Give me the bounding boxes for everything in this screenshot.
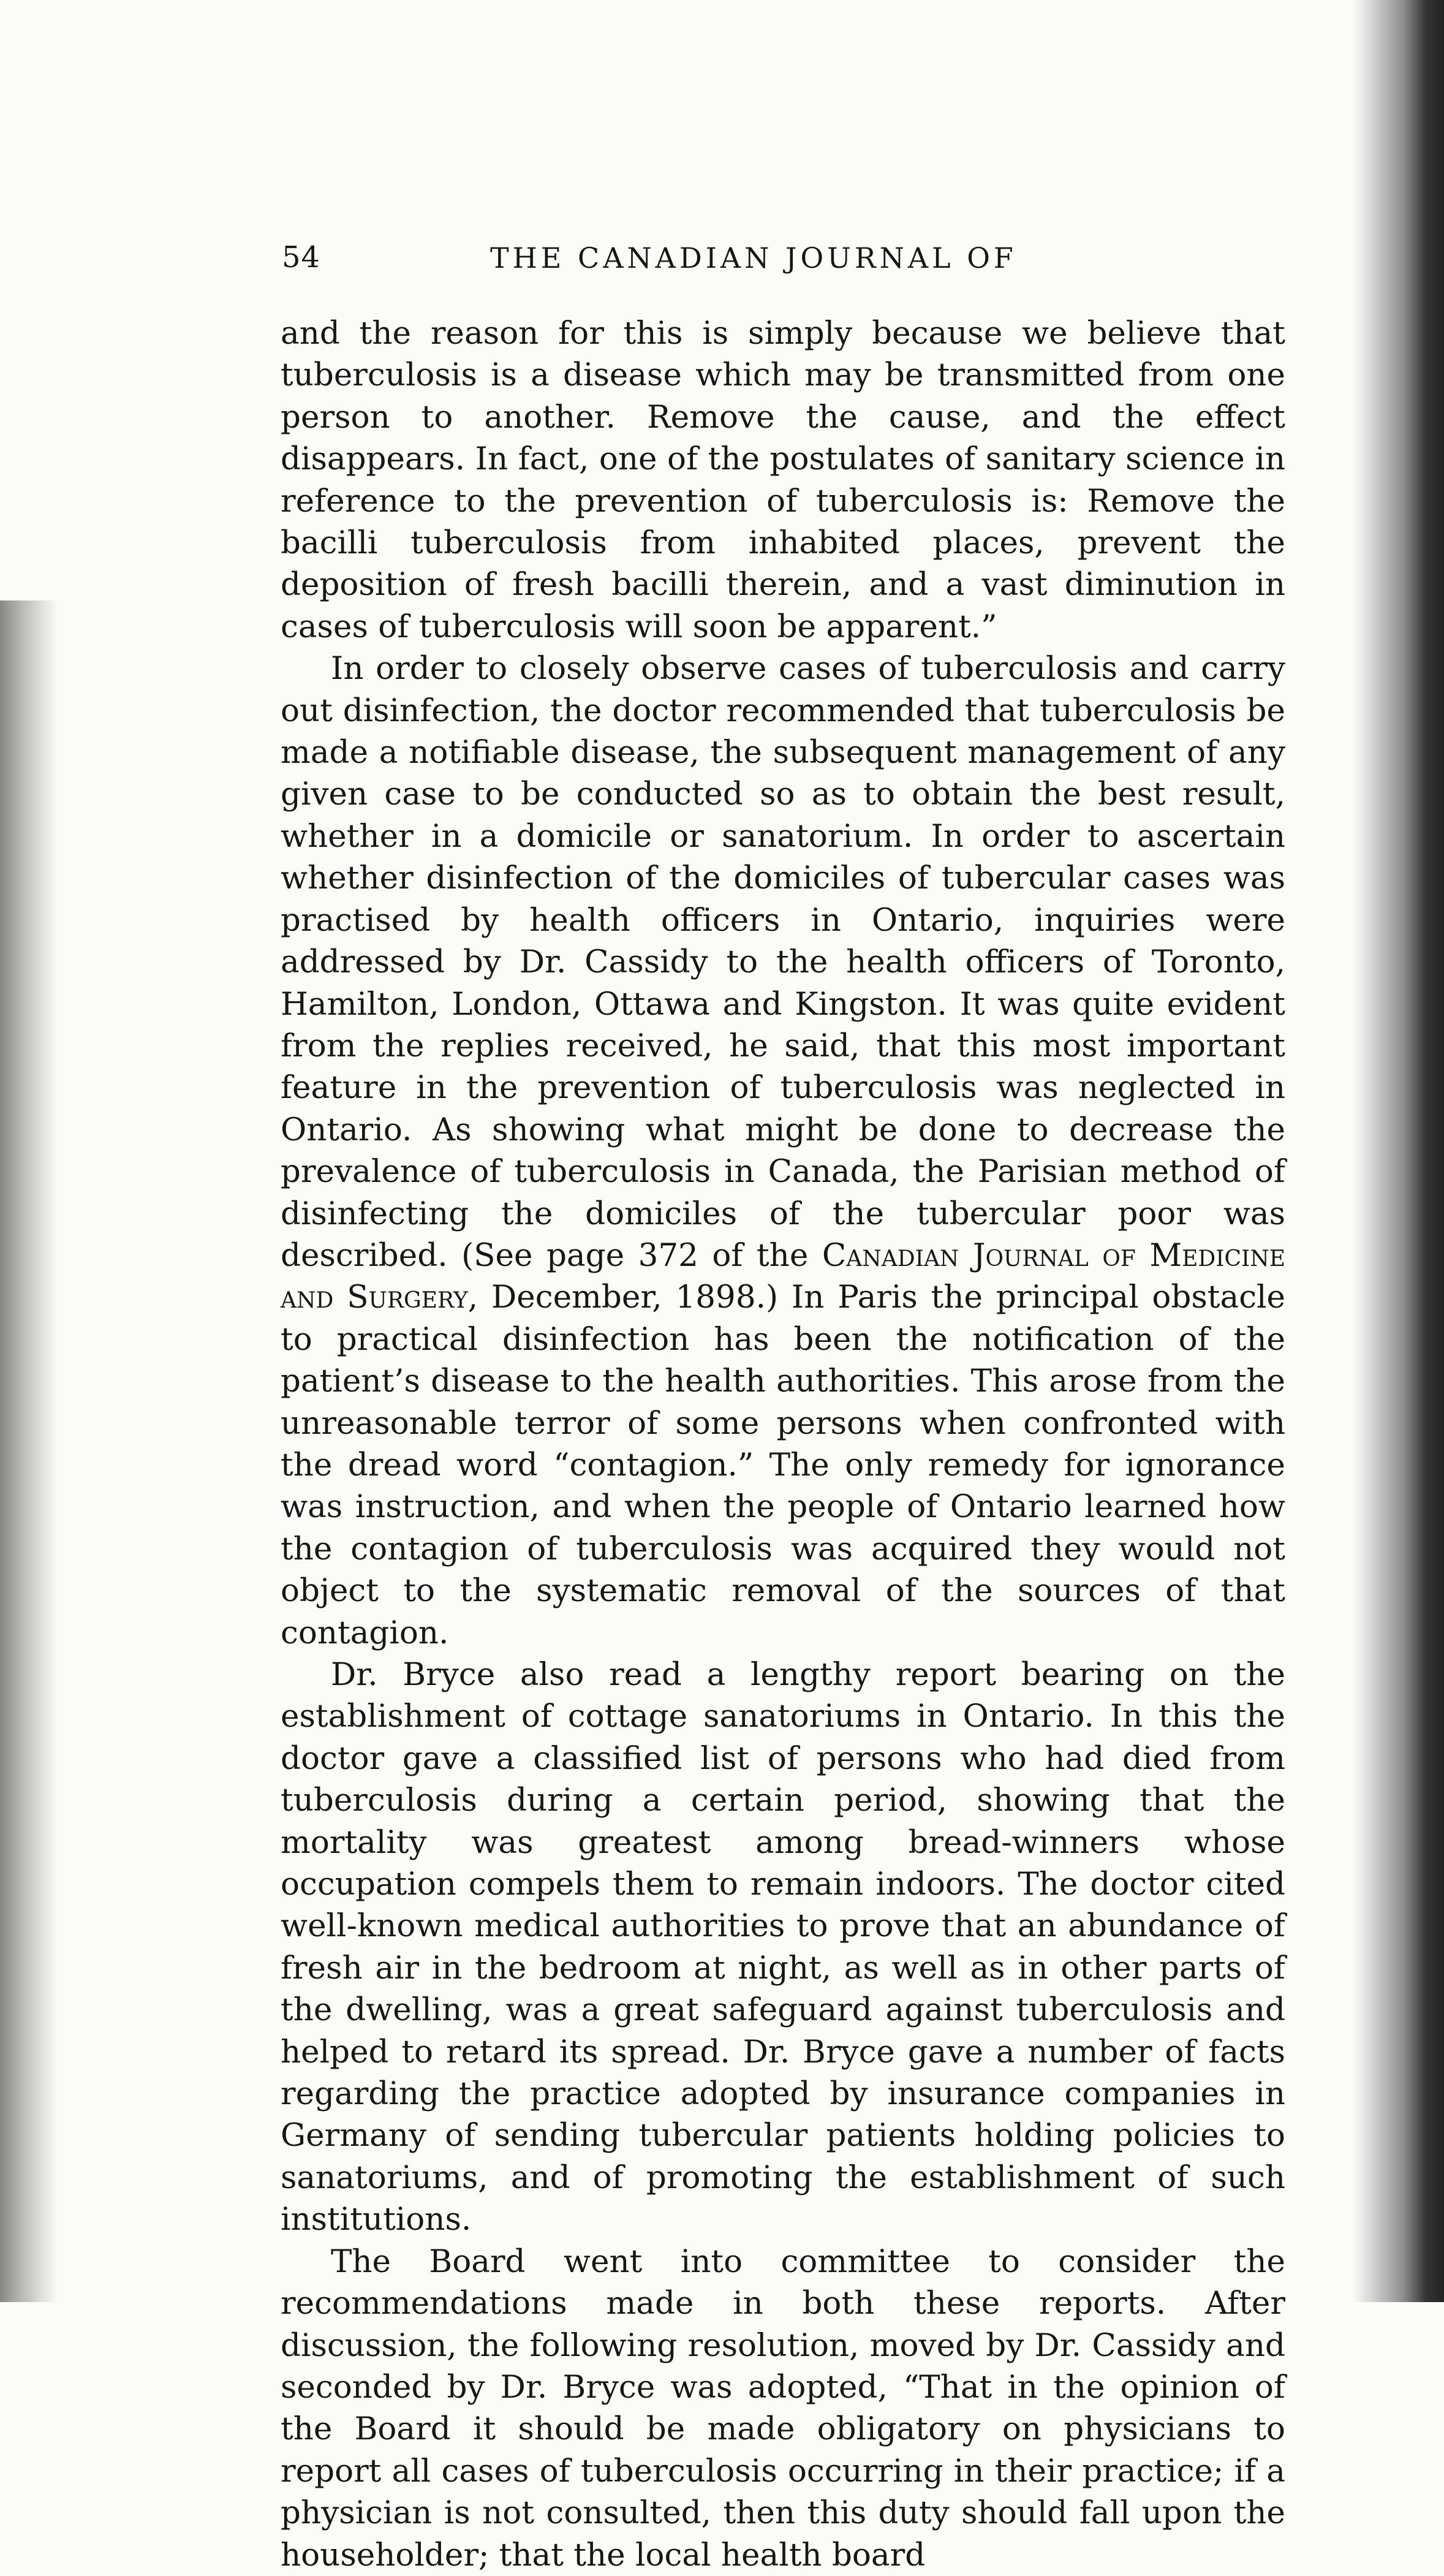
- paragraph-2-continuation: , December, 1898.) In Paris the principal obstacle to practical disinfection has been the notification of the patient’s disease to the health authorities. This arose from the unreasonable terror of some persons when confronted with the dread word “contagion.” The only remedy for ignorance was instruction, and when the people of Ontario learned how the contagion of tuberculosis was acquired they would not object to the systematic removal of the sources of that contagion.: [281, 1279, 1286, 1651]
- scanned-page-edge-left: [0, 600, 58, 2302]
- running-head: THE CANADIAN JOURNAL OF: [490, 241, 1017, 275]
- scanned-page-edge-right: [1352, 0, 1444, 2302]
- page-header: [282, 240, 1287, 289]
- paragraph-4: The Board went into committee to consider the recommendations made in both these reports. After discussion, the following resolution, moved by Dr. Cassidy and seconded by Dr. Bryce was adopted, “That in the opinion of the Board it should be made obligatory on physicians to report all cases of tuberculosis occurring in their practice; if a physician is not consulted, then this duty should fall upon the householder; that the local health board: [281, 2243, 1285, 2574]
- paragraph-2: [281, 648, 1285, 1654]
- paragraph-2-text: In order to closely observe cases of tuberculosis and carry out disinfection, the doctor recommended that tuberculosis be made a notifiable disease, the subsequent management of any given case to be conducted so as to obtain the best result, whether in a domicile or sanatorium. In order to ascertain whether disinfection of the domiciles of tubercular cases was practised by health officers in Ontario, inquiries were addressed by Dr. Cassidy to the health officers of Toronto, Hamilton, London, Ottawa and Kingston. It was quite evident from the replies received, he said, that this most important feature in the prevention of tuberculosis was neglected in Ontario. As showing what might be done to decrease the prevalence of tuberculosis in Canada, the Parisian method of disinfecting the domiciles of the tubercular poor was described. (See page 372 of the: [281, 650, 1285, 1274]
- page-number: 54: [282, 240, 321, 275]
- journal-title-reference: Canadian Journal of Medicine and Surgery: [281, 1237, 1285, 1316]
- paragraph-3: Dr. Bryce also read a lengthy report bearing on the establishment of cottage sanatoriums in Ontario. In this the doctor gave a classified list of persons who had died from tuberculosis during a certain period, showing that the mortality was greatest among bread-winners whose occupation compels them to remain indoors. The doctor cited well-known medical authorities to prove that an abundance of fresh air in the bedroom at night, as well as in other parts of the dwelling, was a great safeguard against tuberculosis and helped to retard its spread. Dr. Bryce gave a number of facts regarding the practice adopted by insurance companies in Germany of sending tubercular patients holding policies to sanatoriums, and of promoting the establishment of such institutions.: [281, 1656, 1285, 2238]
- article-body: [281, 313, 1285, 2576]
- paragraph-1: and the reason for this is simply because we believe that tuberculosis is a disease which may be transmitted from one person to another. Remove the cause, and the effect disappears. In fact, one of the postulates of sanitary science in reference to the prevention of tuberculosis is: Remove the bacilli tuberculosis from inhabited places, prevent the deposition of fresh bacilli therein, and a vast diminution in cases of tuberculosis will soon be apparent.”: [281, 315, 1285, 645]
